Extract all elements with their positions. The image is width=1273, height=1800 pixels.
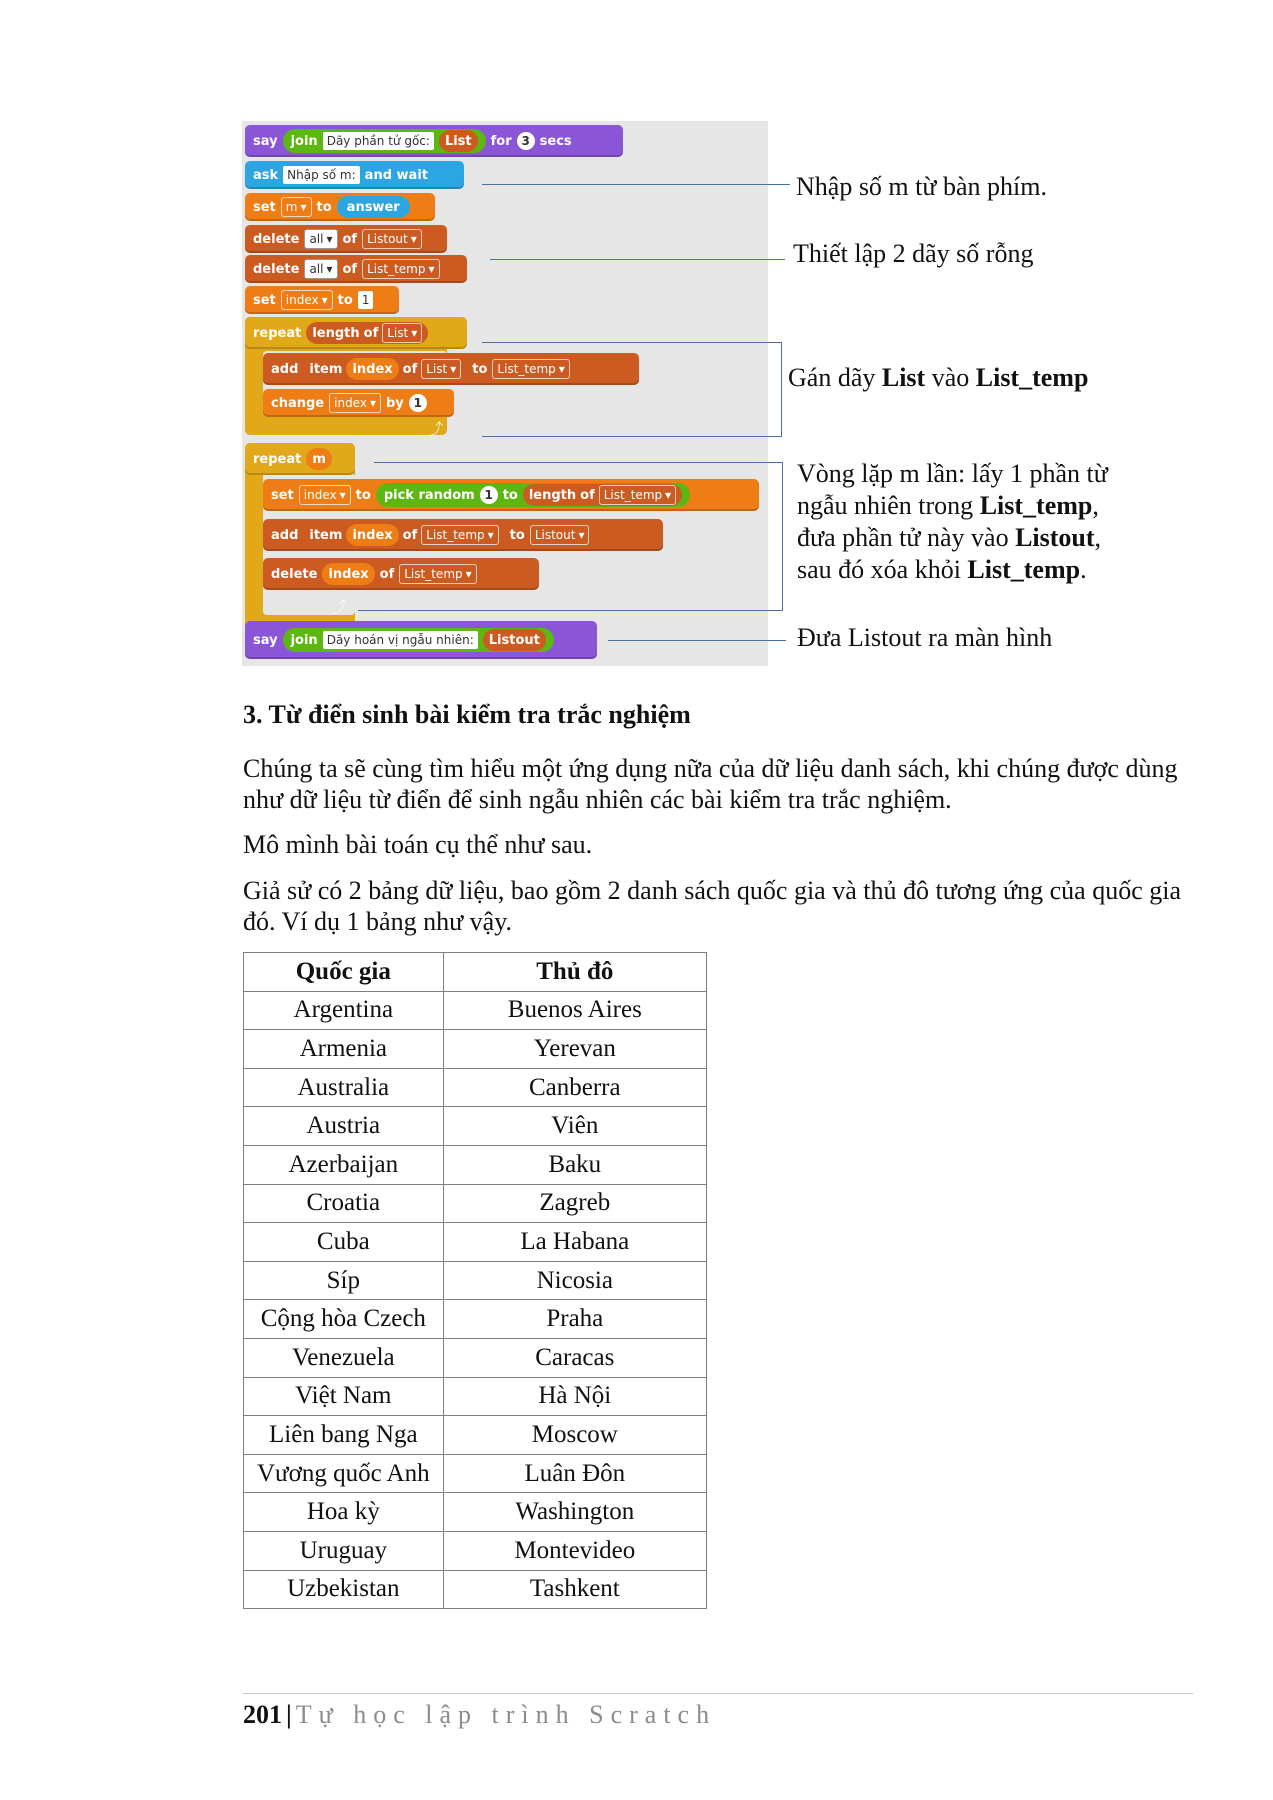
dropdown-arrow-icon: ▾ <box>578 528 585 542</box>
callout-text: Gán dãy <box>788 363 882 392</box>
set-index-block <box>245 286 399 314</box>
callout-show-listout: Đưa Listout ra màn hình <box>797 623 1053 652</box>
page-footer <box>243 1700 716 1730</box>
capital-cell: Viên <box>443 1107 706 1146</box>
capital-cell: Yerevan <box>443 1030 706 1069</box>
country-cell: Croatia <box>244 1184 444 1223</box>
variable-dropdown <box>281 197 312 217</box>
block-keyword: to <box>509 527 525 543</box>
block-keyword: to <box>355 487 371 503</box>
callout-bold-text: List_temp <box>979 491 1093 520</box>
delete-listout-block <box>245 225 447 253</box>
table-header-row <box>244 953 707 992</box>
list-dropdown <box>382 323 422 343</box>
capital-cell: Montevideo <box>443 1531 706 1570</box>
list-dropdown <box>421 359 461 379</box>
capital-cell: Buenos Aires <box>443 991 706 1030</box>
country-cell: Cộng hòa Czech <box>244 1300 444 1339</box>
table-row <box>244 1300 707 1339</box>
callout-line <box>797 554 1108 586</box>
country-cell: Argentina <box>244 991 444 1030</box>
dropdown-value: Listout <box>367 232 408 246</box>
list-dropdown <box>362 229 422 249</box>
scratch-script-image <box>242 121 768 666</box>
block-text-input: Nhập số m: <box>283 166 360 184</box>
callout-empty-lists: Thiết lập 2 dãy số rỗng <box>793 239 1034 268</box>
table-row <box>244 1377 707 1416</box>
block-number-input: 1 <box>358 291 374 309</box>
variable-dropdown <box>299 485 351 505</box>
block-keyword: delete <box>253 261 300 277</box>
block-keyword: of <box>379 566 395 582</box>
callout-line-ask <box>482 184 790 185</box>
country-cell: Vương quốc Anh <box>244 1454 444 1493</box>
country-cell: Uruguay <box>244 1531 444 1570</box>
dropdown-value: List_temp <box>404 567 463 581</box>
column-header-country: Quốc gia <box>244 953 444 992</box>
callout-random-loop <box>797 458 1108 586</box>
callout-line-repeat2-top <box>374 462 783 463</box>
set-m-block <box>245 193 435 221</box>
delete-index-block <box>263 558 539 590</box>
capital-cell: La Habana <box>443 1223 706 1262</box>
callout-line-delete <box>490 259 785 260</box>
country-cell: Australia <box>244 1068 444 1107</box>
dropdown-arrow-icon: ▾ <box>321 293 328 307</box>
dropdown-arrow-icon: ▾ <box>558 362 565 376</box>
callout-line-say <box>608 640 786 641</box>
page-number: 201 <box>243 1700 282 1729</box>
capital-cell: Tashkent <box>443 1570 706 1609</box>
add-item-block-1 <box>263 353 639 385</box>
callout-bold-text: Listout <box>1015 523 1095 552</box>
callout-bracket-repeat1 <box>781 342 782 436</box>
capital-cell: Nicosia <box>443 1261 706 1300</box>
callout-line-repeat2-bottom <box>358 610 783 611</box>
dropdown-value: index <box>334 396 367 410</box>
block-text-input: Dãy hoán vị ngẫu nhiên: <box>323 631 478 649</box>
block-keyword: pick random <box>383 487 475 503</box>
block-number-input: 3 <box>517 132 535 150</box>
repeat-length-header <box>245 317 467 349</box>
country-capital-table <box>243 952 707 1609</box>
block-keyword: to <box>337 292 353 308</box>
country-cell: Liên bang Nga <box>244 1416 444 1455</box>
list-dropdown <box>362 259 439 279</box>
dropdown-value: List <box>387 326 409 340</box>
section-heading: 3. Từ điển sinh bài kiểm tra trắc nghiệm <box>243 700 691 729</box>
block-keyword: and wait <box>364 167 428 183</box>
table-row <box>244 1068 707 1107</box>
list-dropdown <box>492 359 569 379</box>
callout-text: sau đó xóa khỏi <box>797 555 968 584</box>
callout-line: Vòng lặp m lần: lấy 1 phần từ <box>797 459 1108 488</box>
block-keyword: of <box>402 527 418 543</box>
capital-cell: Baku <box>443 1145 706 1184</box>
dropdown-value: List_temp <box>497 362 556 376</box>
list-dropdown <box>399 564 476 584</box>
block-keyword: set <box>253 199 276 215</box>
block-keyword: to <box>502 487 518 503</box>
callout-bold-text: List <box>881 363 926 392</box>
loop-arrow-icon: ⤴ <box>332 598 348 616</box>
paragraph-assumption: Giả sử có 2 bảng dữ liệu, bao gồm 2 danh sách quốc gia và thủ đô tương ứng của quốc gia đó. Ví dụ 1 bảng như vậy. <box>243 876 1182 936</box>
dropdown-arrow-icon: ▾ <box>300 200 307 214</box>
table-row <box>244 1338 707 1377</box>
table-row <box>244 1493 707 1532</box>
block-keyword: secs <box>539 133 572 149</box>
block-number-input: 1 <box>409 394 427 412</box>
callout-line <box>797 522 1108 554</box>
callout-bold-text: List_temp <box>975 363 1089 392</box>
item-of-list-reporter <box>303 358 467 380</box>
dropdown-arrow-icon: ▾ <box>465 567 472 581</box>
ask-block <box>245 161 464 189</box>
block-keyword: by <box>386 395 404 411</box>
block-keyword: change <box>271 395 325 411</box>
dropdown-arrow-icon: ▾ <box>339 488 346 502</box>
all-dropdown <box>304 259 337 279</box>
block-keyword: length <box>528 487 577 503</box>
join-reporter <box>283 628 554 652</box>
variable-dropdown <box>281 290 333 310</box>
table-row <box>244 1570 707 1609</box>
block-keyword: item <box>309 527 343 543</box>
dropdown-arrow-icon: ▾ <box>450 362 457 376</box>
country-cell: Hoa kỳ <box>244 1493 444 1532</box>
table-row <box>244 1531 707 1570</box>
block-keyword: to <box>472 361 488 377</box>
dropdown-value: List_temp <box>603 488 663 502</box>
capital-cell: Moscow <box>443 1416 706 1455</box>
dropdown-arrow-icon: ▾ <box>410 232 417 246</box>
block-keyword: of <box>342 261 358 277</box>
block-keyword: of <box>402 361 418 377</box>
block-keyword: set <box>253 292 276 308</box>
repeat-m-header <box>245 443 355 475</box>
capital-cell: Caracas <box>443 1338 706 1377</box>
callout-text: . <box>1080 555 1087 584</box>
dropdown-value: all <box>309 262 324 276</box>
table-row <box>244 1416 707 1455</box>
capital-cell: Praha <box>443 1300 706 1339</box>
capital-cell: Zagreb <box>443 1184 706 1223</box>
callout-input-m: Nhập số m từ bàn phím. <box>796 172 1047 201</box>
callout-line-repeat1-top <box>482 342 782 343</box>
block-keyword: of <box>342 231 358 247</box>
country-cell: Armenia <box>244 1030 444 1069</box>
dropdown-value: index <box>303 488 337 502</box>
table-body <box>244 991 707 1609</box>
listout-reporter: Listout <box>483 629 546 651</box>
dropdown-value: index <box>285 293 319 307</box>
paragraph-problem: Mô mình bài toán cụ thể như sau. <box>243 830 593 859</box>
block-keyword: add <box>271 527 299 543</box>
country-cell: Việt Nam <box>244 1377 444 1416</box>
country-cell: Venezuela <box>244 1338 444 1377</box>
callout-copy-list <box>788 362 1088 394</box>
m-reporter: m <box>306 448 332 470</box>
block-keyword: delete <box>271 566 318 582</box>
length-of-list-reporter <box>306 322 428 344</box>
callout-text: vào <box>925 363 976 392</box>
block-keyword: add <box>271 361 299 377</box>
block-number-input: 1 <box>480 486 498 504</box>
delete-list-temp-block <box>245 255 467 283</box>
column-header-capital: Thủ đô <box>443 953 706 992</box>
capital-cell: Luân Đôn <box>443 1454 706 1493</box>
country-cell: Azerbaijan <box>244 1145 444 1184</box>
join-reporter <box>283 129 486 153</box>
block-keyword: repeat <box>253 325 302 341</box>
country-cell: Cuba <box>244 1223 444 1262</box>
dropdown-arrow-icon: ▾ <box>487 528 494 542</box>
dropdown-value: all <box>309 232 324 246</box>
block-keyword: of <box>363 325 379 341</box>
block-keyword: length <box>312 325 360 341</box>
callout-text: , <box>1092 491 1099 520</box>
footer-separator: | <box>286 1700 292 1729</box>
callout-bold-text: List_temp <box>967 555 1081 584</box>
book-title: Tự học lập trình Scratch <box>295 1700 717 1729</box>
block-keyword: delete <box>253 231 300 247</box>
answer-reporter: answer <box>337 196 410 218</box>
callout-text: , <box>1094 523 1102 552</box>
say-join-block-2 <box>245 621 597 659</box>
dropdown-arrow-icon: ▾ <box>369 396 376 410</box>
country-cell: Síp <box>244 1261 444 1300</box>
table-row <box>244 1107 707 1146</box>
block-keyword: ask <box>253 167 279 183</box>
block-keyword: for <box>490 133 512 149</box>
callout-bracket-repeat2 <box>782 462 783 610</box>
callout-text: đưa phần tử này vào <box>797 523 1016 552</box>
table-row <box>244 1223 707 1262</box>
table-row <box>244 1030 707 1069</box>
country-cell: Austria <box>244 1107 444 1146</box>
callout-line-repeat1-bottom <box>482 436 782 437</box>
list-reporter: List <box>439 130 478 152</box>
length-of-list-reporter <box>523 484 682 506</box>
table-row <box>244 1454 707 1493</box>
item-of-list-reporter <box>303 524 504 546</box>
capital-cell: Washington <box>443 1493 706 1532</box>
dropdown-value: List <box>426 362 448 376</box>
block-keyword: of <box>580 487 595 503</box>
dropdown-arrow-icon: ▾ <box>428 262 435 276</box>
list-dropdown <box>530 525 590 545</box>
block-keyword: join <box>290 632 318 648</box>
dropdown-value: Listout <box>534 528 576 542</box>
add-item-block-2 <box>263 519 663 551</box>
footer-divider <box>243 1693 1193 1694</box>
capital-cell: Canberra <box>443 1068 706 1107</box>
capital-cell: Hà Nội <box>443 1377 706 1416</box>
dropdown-arrow-icon: ▾ <box>326 232 333 246</box>
dropdown-value: List_temp <box>426 528 485 542</box>
set-index-random-block <box>263 479 759 511</box>
say-join-block-1 <box>245 125 623 157</box>
list-dropdown <box>421 525 498 545</box>
index-reporter: index <box>346 524 398 546</box>
country-cell: Uzbekistan <box>244 1570 444 1609</box>
dropdown-value: List_temp <box>367 262 426 276</box>
pick-random-reporter <box>376 483 690 507</box>
dropdown-value: m <box>285 200 298 214</box>
block-keyword: item <box>309 361 343 377</box>
block-keyword: repeat <box>253 451 302 467</box>
block-keyword: to <box>316 199 332 215</box>
loop-arrow-icon: ⤴ <box>428 420 444 438</box>
table-row <box>244 1145 707 1184</box>
table-row <box>244 1261 707 1300</box>
dropdown-arrow-icon: ▾ <box>411 326 418 340</box>
dropdown-arrow-icon: ▾ <box>326 262 333 276</box>
callout-line <box>797 490 1108 522</box>
block-keyword: say <box>253 632 278 648</box>
all-dropdown <box>304 229 337 249</box>
table-row <box>244 1184 707 1223</box>
block-keyword: join <box>290 133 318 149</box>
block-keyword: say <box>253 133 278 149</box>
variable-dropdown <box>329 393 381 413</box>
dropdown-arrow-icon: ▾ <box>665 488 672 502</box>
block-text-input: Dãy phần tử gốc: <box>323 132 434 150</box>
table-row <box>244 991 707 1030</box>
block-keyword: set <box>271 487 294 503</box>
list-dropdown <box>599 485 676 505</box>
paragraph-intro: Chúng ta sẽ cùng tìm hiểu một ứng dụng nữa của dữ liệu danh sách, khi chúng được dùng như dữ liệu từ điển để sinh ngẫu nhiên các bài kiểm tra trắc nghiệm. <box>243 754 1178 814</box>
change-index-block <box>263 389 454 417</box>
index-reporter: index <box>322 563 374 585</box>
index-reporter: index <box>346 358 398 380</box>
callout-text: ngẫu nhiên trong <box>797 491 980 520</box>
